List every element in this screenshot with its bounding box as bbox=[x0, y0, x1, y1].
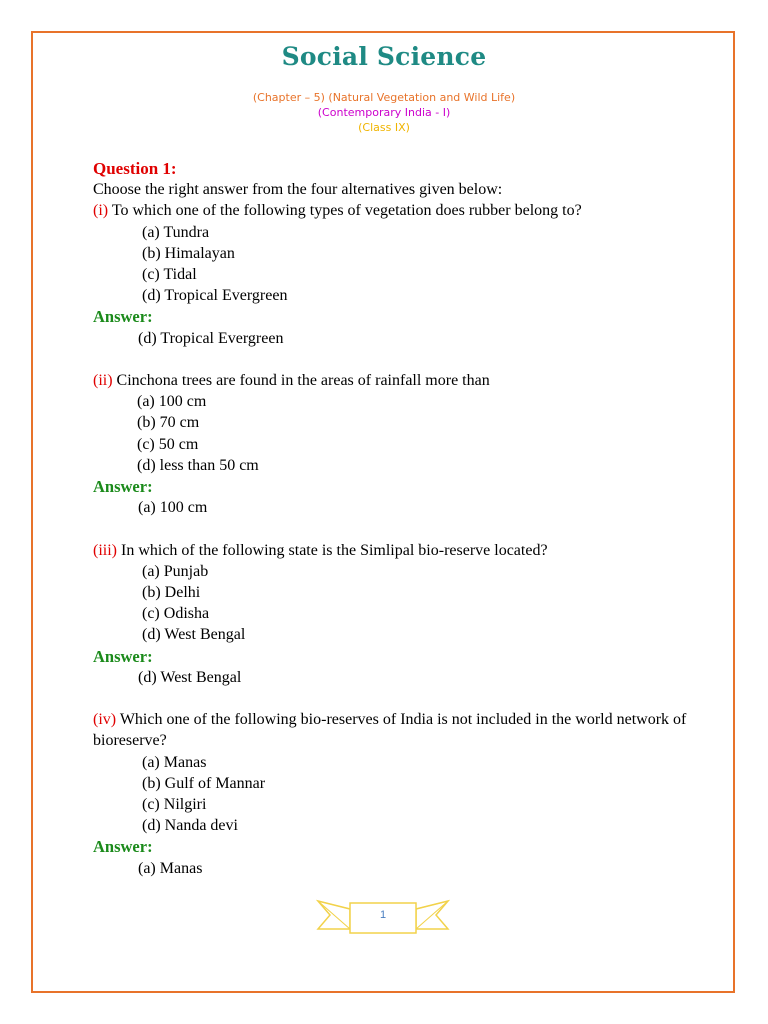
option: (d) Tropical Evergreen bbox=[142, 287, 288, 305]
option: (d) Nanda devi bbox=[142, 817, 238, 835]
question-text: In which of the following state is the Simlipal bio-reserve located? bbox=[121, 541, 548, 559]
question-number: (i) bbox=[93, 202, 109, 220]
option: (a) Manas bbox=[142, 753, 207, 771]
option: (a) Punjab bbox=[142, 562, 209, 580]
question-item-i bbox=[93, 200, 723, 221]
answer-value: (d) West Bengal bbox=[138, 668, 242, 686]
question-text: To which one of the following types of vegetation does rubber belong to? bbox=[111, 202, 582, 220]
option: (d) less than 50 cm bbox=[137, 456, 259, 474]
question-item-iii bbox=[93, 540, 723, 561]
question-instruction: Choose the right answer from the four alternatives given below: bbox=[93, 181, 503, 199]
question-item-ii bbox=[93, 370, 723, 391]
option: (b) Himalayan bbox=[142, 244, 235, 262]
question-content bbox=[93, 158, 723, 879]
option: (d) West Bengal bbox=[142, 626, 246, 644]
option: (b) Delhi bbox=[142, 584, 201, 602]
option: (a) Tundra bbox=[142, 223, 210, 241]
answer-label: Answer: bbox=[93, 837, 153, 857]
class-subtitle: (Class IX) bbox=[358, 121, 410, 134]
option: (a) 100 cm bbox=[137, 393, 207, 411]
option: (c) Tidal bbox=[142, 266, 197, 284]
page-title: Social Science bbox=[281, 42, 487, 71]
question-number: (ii) bbox=[93, 372, 113, 390]
question-text: Cinchona trees are found in the areas of rainfall more than bbox=[116, 372, 490, 390]
answer-label: Answer: bbox=[93, 646, 153, 666]
option: (b) Gulf of Mannar bbox=[142, 774, 266, 792]
page-number: 1 bbox=[379, 909, 387, 921]
answer-value: (d) Tropical Evergreen bbox=[138, 329, 284, 347]
question-number: (iii) bbox=[93, 541, 117, 559]
question-text: Which one of the following bio-reserves of India is not included in the world network of bioreserve? bbox=[93, 711, 687, 750]
question-item-iv bbox=[93, 709, 723, 751]
option: (b) 70 cm bbox=[137, 414, 200, 432]
answer-value: (a) Manas bbox=[138, 859, 203, 877]
question-number: (iv) bbox=[93, 711, 117, 729]
option: (c) Nilgiri bbox=[142, 796, 207, 814]
question-heading: Question 1: bbox=[93, 159, 177, 178]
option: (c) Odisha bbox=[142, 605, 210, 623]
answer-label: Answer: bbox=[93, 307, 153, 327]
book-subtitle: (Contemporary India - I) bbox=[317, 106, 451, 119]
answer-label: Answer: bbox=[93, 477, 153, 497]
answer-value: (a) 100 cm bbox=[138, 499, 208, 517]
option: (c) 50 cm bbox=[137, 435, 199, 453]
chapter-subtitle: (Chapter – 5) (Natural Vegetation and Wild Life) bbox=[252, 91, 516, 104]
